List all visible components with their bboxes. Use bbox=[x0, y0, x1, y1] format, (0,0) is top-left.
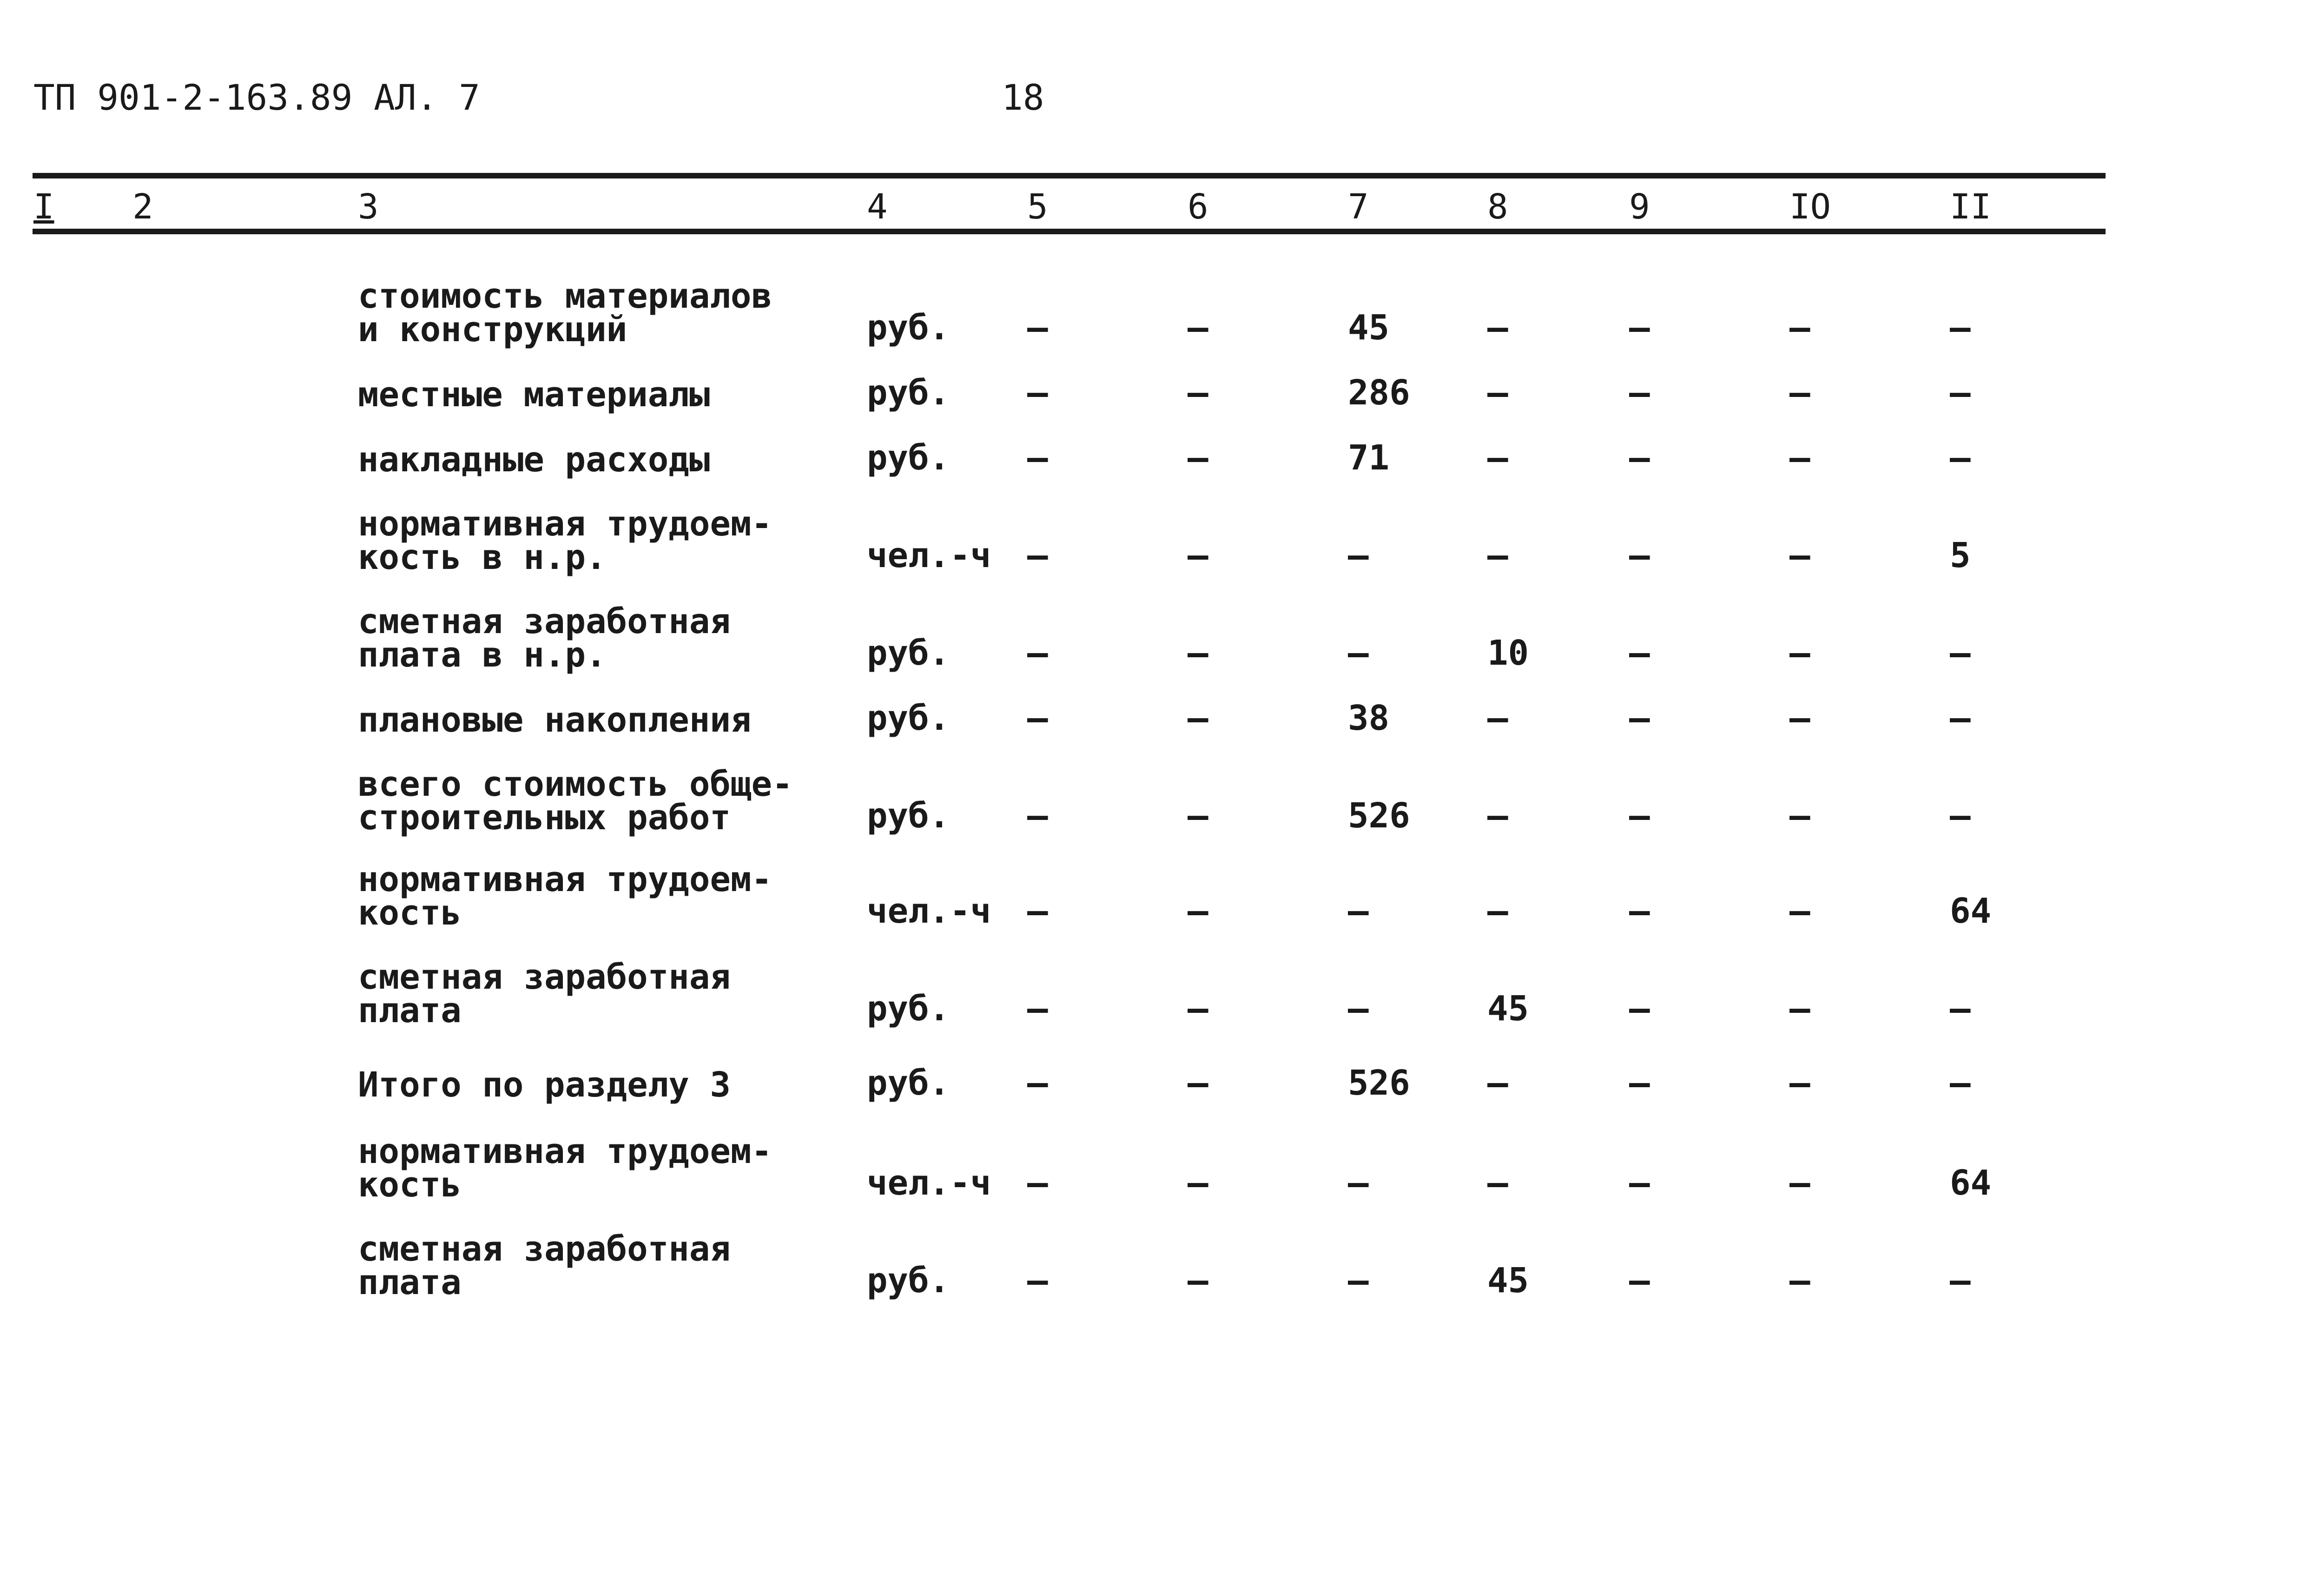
column-header: IO bbox=[1789, 187, 1831, 227]
value-cell-c9: – bbox=[1629, 633, 1650, 673]
unit-cell: руб. bbox=[867, 633, 950, 673]
unit-cell: руб. bbox=[867, 1063, 950, 1103]
row-description: плановые накопления bbox=[358, 700, 752, 740]
value-cell-c11: – bbox=[1950, 308, 1971, 348]
value-cell-c9: – bbox=[1629, 438, 1650, 478]
value-cell-c8: – bbox=[1487, 373, 1508, 413]
value-cell-c5: – bbox=[1027, 796, 1048, 836]
value-cell-c9: – bbox=[1629, 891, 1650, 931]
value-cell-c9: – bbox=[1629, 308, 1650, 348]
value-cell-c9: – bbox=[1629, 1063, 1650, 1103]
value-cell-c5: – bbox=[1027, 891, 1048, 931]
value-cell-c11: 64 bbox=[1950, 1163, 1992, 1203]
row-description: нормативная трудоем- кость bbox=[358, 859, 772, 933]
value-cell-c5: – bbox=[1027, 373, 1048, 413]
value-cell-c6: – bbox=[1188, 373, 1208, 413]
row-description: Итого по разделу 3 bbox=[358, 1065, 731, 1105]
value-cell-c8: 45 bbox=[1487, 1261, 1529, 1301]
row-description: нормативная трудоем- кость в н.р. bbox=[358, 504, 772, 577]
value-cell-c6: – bbox=[1188, 1163, 1208, 1203]
value-cell-c6: – bbox=[1188, 1261, 1208, 1301]
value-cell-c9: – bbox=[1629, 1163, 1650, 1203]
value-cell-c8: – bbox=[1487, 891, 1508, 931]
value-cell-c5: – bbox=[1027, 438, 1048, 478]
value-cell-c7: 286 bbox=[1348, 373, 1410, 413]
value-cell-c8: – bbox=[1487, 535, 1508, 575]
value-cell-c7: – bbox=[1348, 1261, 1369, 1301]
column-header: 8 bbox=[1487, 187, 1508, 227]
unit-cell: руб. bbox=[867, 308, 950, 348]
row-description: сметная заработная плата bbox=[358, 1229, 731, 1302]
value-cell-c7: 526 bbox=[1348, 1063, 1410, 1103]
value-cell-c5: – bbox=[1027, 633, 1048, 673]
value-cell-c9: – bbox=[1629, 535, 1650, 575]
value-cell-c11: – bbox=[1950, 698, 1971, 738]
unit-cell: руб. bbox=[867, 373, 950, 413]
document-code: ТП 901-2-163.89 АЛ. 7 bbox=[33, 77, 480, 118]
header-bottom-rule bbox=[33, 229, 2106, 234]
unit-cell: руб. bbox=[867, 989, 950, 1029]
column-header: 6 bbox=[1188, 187, 1208, 227]
value-cell-c6: – bbox=[1188, 438, 1208, 478]
page-number: 18 bbox=[1002, 77, 1044, 118]
value-cell-c7: – bbox=[1348, 633, 1369, 673]
value-cell-c10: – bbox=[1789, 796, 1810, 836]
value-cell-c8: – bbox=[1487, 308, 1508, 348]
column-header: 7 bbox=[1348, 187, 1369, 227]
value-cell-c10: – bbox=[1789, 891, 1810, 931]
value-cell-c8: – bbox=[1487, 796, 1508, 836]
value-cell-c5: – bbox=[1027, 1163, 1048, 1203]
value-cell-c7: – bbox=[1348, 1163, 1369, 1203]
value-cell-c6: – bbox=[1188, 535, 1208, 575]
value-cell-c7: 38 bbox=[1348, 698, 1390, 738]
value-cell-c11: – bbox=[1950, 373, 1971, 413]
unit-cell: руб. bbox=[867, 1261, 950, 1301]
value-cell-c8: – bbox=[1487, 698, 1508, 738]
unit-cell: чел.-ч bbox=[867, 891, 991, 931]
row-description: всего стоимость обще- строительных работ bbox=[358, 764, 793, 838]
value-cell-c7: – bbox=[1348, 989, 1369, 1029]
value-cell-c6: – bbox=[1188, 1063, 1208, 1103]
value-cell-c10: – bbox=[1789, 308, 1810, 348]
unit-cell: руб. bbox=[867, 796, 950, 836]
value-cell-c6: – bbox=[1188, 989, 1208, 1029]
value-cell-c10: – bbox=[1789, 535, 1810, 575]
column-header: I bbox=[33, 187, 54, 227]
value-cell-c7: 71 bbox=[1348, 438, 1390, 478]
value-cell-c6: – bbox=[1188, 698, 1208, 738]
value-cell-c6: – bbox=[1188, 796, 1208, 836]
value-cell-c8: 45 bbox=[1487, 989, 1529, 1029]
row-description: нормативная трудоем- кость bbox=[358, 1131, 772, 1205]
column-header: 4 bbox=[867, 187, 888, 227]
value-cell-c9: – bbox=[1629, 373, 1650, 413]
value-cell-c10: – bbox=[1789, 1163, 1810, 1203]
value-cell-c5: – bbox=[1027, 698, 1048, 738]
row-description: местные материалы bbox=[358, 375, 710, 415]
value-cell-c8: 10 bbox=[1487, 633, 1529, 673]
value-cell-c5: – bbox=[1027, 1261, 1048, 1301]
row-description: накладные расходы bbox=[358, 440, 710, 480]
value-cell-c11: – bbox=[1950, 989, 1971, 1029]
table-top-rule bbox=[33, 173, 2106, 178]
value-cell-c10: – bbox=[1789, 989, 1810, 1029]
row-description: стоимость материалов и конструкций bbox=[358, 276, 772, 350]
value-cell-c5: – bbox=[1027, 308, 1048, 348]
value-cell-c9: – bbox=[1629, 989, 1650, 1029]
value-cell-c11: – bbox=[1950, 633, 1971, 673]
value-cell-c10: – bbox=[1789, 1063, 1810, 1103]
value-cell-c8: – bbox=[1487, 438, 1508, 478]
row-description: сметная заработная плата bbox=[358, 957, 731, 1031]
value-cell-c7: 526 bbox=[1348, 796, 1410, 836]
value-cell-c8: – bbox=[1487, 1163, 1508, 1203]
value-cell-c11: – bbox=[1950, 1261, 1971, 1301]
value-cell-c10: – bbox=[1789, 438, 1810, 478]
value-cell-c11: 5 bbox=[1950, 535, 1971, 575]
value-cell-c10: – bbox=[1789, 1261, 1810, 1301]
unit-cell: руб. bbox=[867, 698, 950, 738]
column-header: II bbox=[1950, 187, 1992, 227]
row-description: сметная заработная плата в н.р. bbox=[358, 601, 731, 675]
unit-cell: чел.-ч bbox=[867, 535, 991, 575]
value-cell-c10: – bbox=[1789, 633, 1810, 673]
value-cell-c11: – bbox=[1950, 796, 1971, 836]
value-cell-c6: – bbox=[1188, 308, 1208, 348]
unit-cell: чел.-ч bbox=[867, 1163, 991, 1203]
value-cell-c5: – bbox=[1027, 1063, 1048, 1103]
value-cell-c5: – bbox=[1027, 989, 1048, 1029]
value-cell-c9: – bbox=[1629, 698, 1650, 738]
value-cell-c6: – bbox=[1188, 891, 1208, 931]
value-cell-c5: – bbox=[1027, 535, 1048, 575]
value-cell-c11: – bbox=[1950, 438, 1971, 478]
column-header: 9 bbox=[1629, 187, 1650, 227]
unit-cell: руб. bbox=[867, 438, 950, 478]
value-cell-c6: – bbox=[1188, 633, 1208, 673]
value-cell-c10: – bbox=[1789, 373, 1810, 413]
value-cell-c10: – bbox=[1789, 698, 1810, 738]
value-cell-c11: 64 bbox=[1950, 891, 1992, 931]
value-cell-c9: – bbox=[1629, 796, 1650, 836]
value-cell-c7: – bbox=[1348, 535, 1369, 575]
column-header: 3 bbox=[358, 187, 379, 227]
column-header: 2 bbox=[132, 187, 153, 227]
column-header: 5 bbox=[1027, 187, 1048, 227]
value-cell-c7: 45 bbox=[1348, 308, 1390, 348]
value-cell-c11: – bbox=[1950, 1063, 1971, 1103]
value-cell-c7: – bbox=[1348, 891, 1369, 931]
value-cell-c9: – bbox=[1629, 1261, 1650, 1301]
value-cell-c8: – bbox=[1487, 1063, 1508, 1103]
